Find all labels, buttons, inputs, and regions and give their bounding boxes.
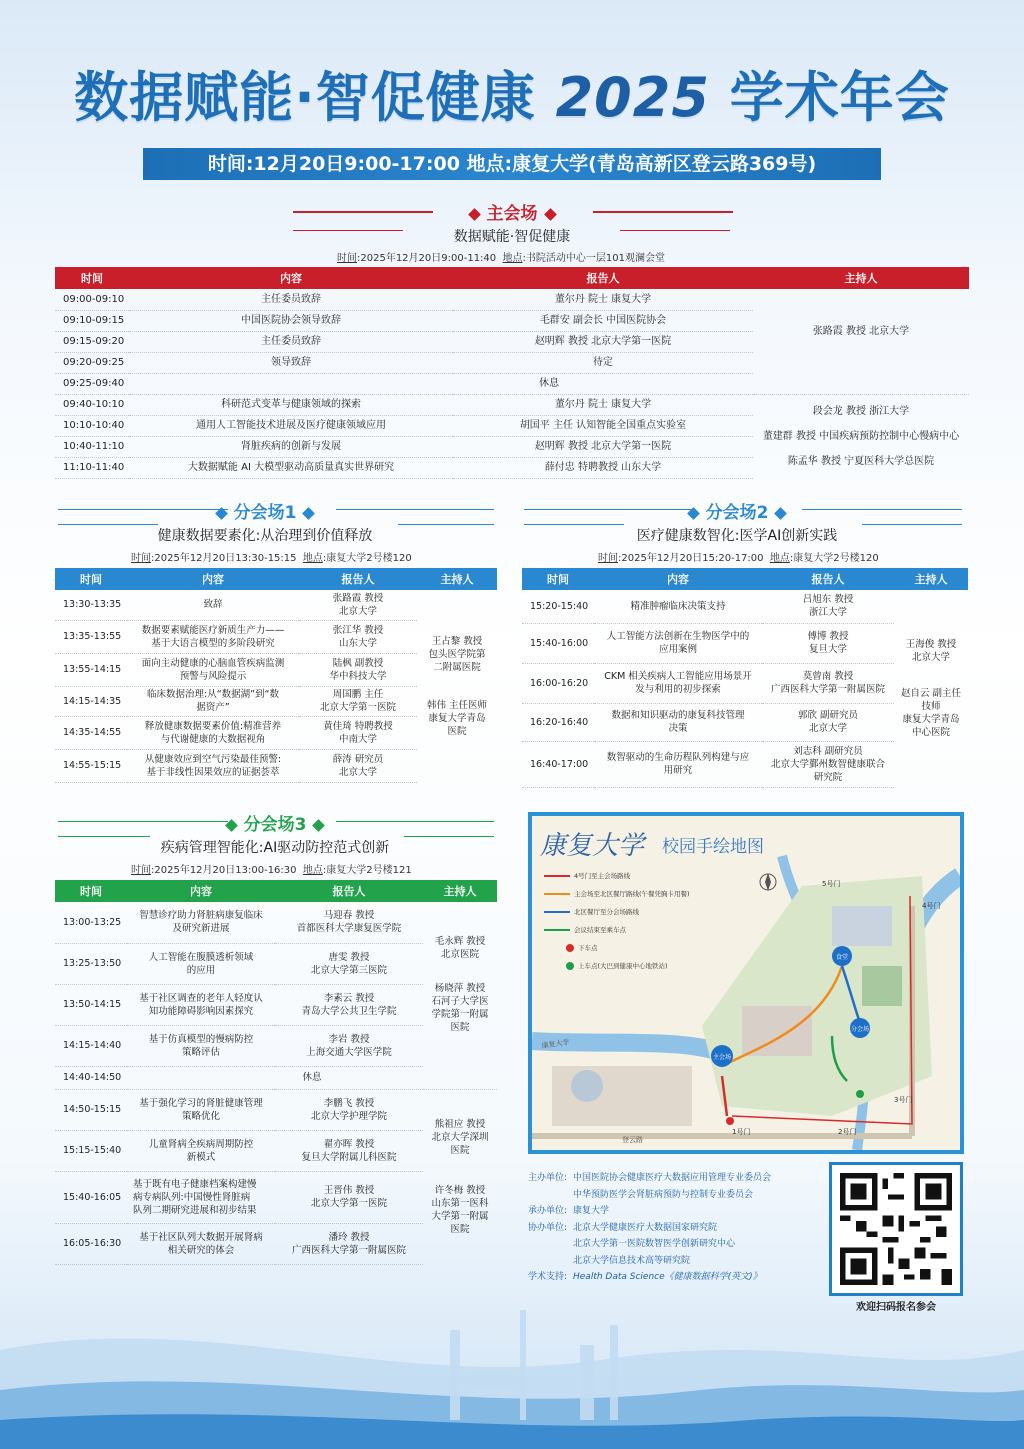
diamond-icon [313,819,326,832]
sub2-heading [622,498,852,545]
qr-caption: 欢迎扫码报名参会 [856,1302,936,1313]
row-time: 16:20-16:40 [522,703,594,741]
main-session-table [55,267,969,479]
sub3-line-right2 [404,836,494,837]
organizers [528,1170,771,1286]
row-content: 数据要素赋能医疗新质生产力—— 基于大语言模型的多阶段研究 [127,620,299,653]
undertake-org: 康复大学 [573,1206,610,1216]
table-row [55,394,969,415]
col-content: 内容 [129,267,453,289]
row-content: 主任委员致辞 [129,289,453,310]
col-speaker: 报告人 [299,568,417,590]
sub1-line-right2 [398,524,494,525]
bottom-wave-decoration [0,1290,1024,1449]
sub3-time: :2025年12月20日13:00-16:30 [151,865,297,876]
row-speaker: 赵明辉 教授 北京大学第一医院 [453,436,753,457]
diamond-icon [468,208,481,221]
diamond-icon [225,819,238,832]
sub3-heading [150,810,400,857]
gate-4: 4号门 [922,902,941,910]
table-row [55,902,497,943]
place-label: 地点 [769,553,790,564]
col-time: 时间 [522,568,594,590]
info-bar: 时间:12月20日9:00-17:00 地点:康复大学(青岛高新区登云路369号) [143,148,881,180]
row-time: 13:35-13:55 [55,620,127,653]
row-content: 数智驱动的生命历程队列构建与应 用研究 [594,741,762,787]
row-speaker: 王晋伟 教授 北京大学第一医院 [275,1171,423,1223]
col-host: 主持人 [423,880,497,902]
row-time: 14:15-14:40 [55,1025,127,1066]
row-time: 09:15-09:20 [55,331,129,352]
co-org-2: 北京大学第一医院数智医学创新研究中心 [573,1239,736,1249]
row-time: 15:15-15:40 [55,1130,127,1171]
row-time: 14:40-14:50 [55,1066,127,1089]
title-year: 2025 [555,66,710,129]
col-time: 时间 [55,568,127,590]
table-row [55,590,497,620]
row-speaker: 周国鹏 主任 北京大学第一医院 [299,686,417,716]
row-time: 13:30-13:35 [55,590,127,620]
col-content: 内容 [127,880,275,902]
col-content: 内容 [127,568,299,590]
sub2-line-right2 [862,524,962,525]
row-content: 人工智能在腹膜透析领域 的应用 [127,943,275,984]
sub1-time: :2025年12月20日13:30-15:15 [151,553,297,564]
sub2-table [522,568,968,788]
row-time: 14:55-15:15 [55,749,127,782]
support-org: Health Data Science《健康数据科学(英文)》 [573,1272,762,1282]
svg-text:食堂: 食堂 [835,954,849,961]
row-speaker: 马迎春 教授 首都医科大学康复医学院 [275,902,423,943]
host-org-2: 中华预防医学会肾脏病预防与控制专业委员会 [573,1189,754,1200]
host-2: 杨晓萍 教授 石河子大学医 学院第一附属 医院 [431,982,489,1033]
sub2-theme: 医疗健康数智化:医学AI创新实践 [636,528,838,544]
qr-code[interactable] [829,1162,963,1296]
pickup-pin-icon [856,1090,864,1098]
row-speaker: 李素云 教授 青岛大学公共卫生学院 [275,984,423,1025]
sub3-name: 分会场3 [243,815,307,835]
row-content: 大数据赋能 AI 大模型驱动高质量真实世界研究 [129,457,453,478]
row-content: 基于强化学习的肾脏健康管理 策略优化 [127,1089,275,1130]
sub3-hosts-a [423,902,497,1066]
row-content: 基于社区队列大数据开展肾病 相关研究的体会 [127,1223,275,1264]
row-speaker: 傅博 教授 复旦大学 [762,623,894,663]
row-content: 基于社区调查的老年人轻度认 知功能障碍影响因素探究 [127,984,275,1025]
campus-map [528,812,964,1154]
sub3-meta [131,861,412,876]
sub1-meta [131,549,412,564]
row-speaker: 唐雯 教授 北京大学第三医院 [275,943,423,984]
row-time: 09:40-10:10 [55,394,129,415]
row-content: 通用人工智能技术进展及医疗健康领域应用 [129,415,453,436]
col-time: 时间 [55,267,129,289]
row-speaker: 刘志科 副研究员 北京大学鄞州数智健康联合 研究院 [762,741,894,787]
table-row-break [55,373,969,394]
sub3-place: :康复大学2号楼121 [322,865,412,876]
gate-2: 2号门 [838,1128,857,1136]
row-speaker: 陆枫 副教授 华中科技大学 [299,653,417,686]
host-1: 王占黎 教授 包头医学院第 二附属医院 [428,635,486,673]
pin-canteen [832,946,852,966]
row-content: 面向主动健康的心脑血管疾病监测 预警与风险提示 [127,653,299,686]
row-time: 09:00-09:10 [55,289,129,310]
pin-sub-venue [850,1018,870,1038]
diamond-icon [303,507,316,520]
diamond-icon [775,507,788,520]
row-speaker: 黄佳琦 特聘教授 中南大学 [299,716,417,749]
sub1-heading [150,498,380,545]
row-content: 基于既有电子健康档案构建慢 病专病队列:中国慢性肾脏病 队列二期研究进展和初步结果 [127,1171,275,1223]
row-speaker: 莫曾南 教授 广西医科大学第一附属医院 [762,663,894,703]
row-speaker: 翟亦晖 教授 复旦大学附属儿科医院 [275,1130,423,1171]
sub3-hosts-b [423,1089,497,1264]
row-time: 11:10-11:40 [55,457,129,478]
row-speaker: 李岩 教授 上海交通大学医学院 [275,1025,423,1066]
row-time: 14:15-14:35 [55,686,127,716]
row-content: CKM 相关疾病人工智能应用场景开 发与利用的初步探索 [594,663,762,703]
row-time: 13:55-14:15 [55,653,127,686]
row-speaker: 薛付忠 特聘教授 山东大学 [453,457,753,478]
row-speaker: 董尔丹 院士 康复大学 [453,394,753,415]
row-speaker: 待定 [453,352,753,373]
row-content: 主任委员致辞 [129,331,453,352]
support-label: 学术支持: [528,1272,568,1282]
poster-title [0,55,1024,132]
map-title: 康复大学 [540,831,645,861]
col-host: 主持人 [894,568,968,590]
host-2: 韩伟 主任医师 康复大学青岛 医院 [426,699,488,737]
main-session-name: 主会场 [486,204,538,224]
row-content: 释放健康数据要素价值:精准营养 与代谢健康的大数据视角 [127,716,299,749]
pin-main-venue [711,1045,733,1067]
row-content: 数据和知识驱动的康复科技管理 决策 [594,703,762,741]
place-label: 地点 [502,253,523,264]
row-speaker: 吕旭东 教授 浙江大学 [762,590,894,623]
sub1-hosts [417,590,497,782]
gate-1: 1号门 [732,1128,751,1136]
sub1-line-left2 [58,524,158,525]
row-break: 休息 [127,1066,497,1089]
row-content: 基于仿真模型的慢病防控 策略评估 [127,1025,275,1066]
row-content: 从健康效应到空气污染最佳预警: 基于非线性因果效应的证据荟萃 [127,749,299,782]
diamond-icon [687,507,700,520]
co-org-label: 协办单位: [528,1222,568,1233]
host-org-label: 主办单位: [528,1173,568,1183]
row-speaker: 薛涛 研究员 北京大学 [299,749,417,782]
row-time: 13:50-14:15 [55,984,127,1025]
sub2-time: :2025年12月20日15:20-17:00 [618,553,764,564]
sub1-place: :康复大学2号楼120 [322,553,412,564]
table-row-break [55,1066,497,1089]
time-label: 时间 [131,865,151,876]
col-host: 主持人 [417,568,497,590]
svg-text:分会场: 分会场 [850,1026,870,1033]
row-content: 领导致辞 [129,352,453,373]
qr-code-icon [840,1173,952,1285]
row-content: 精准肿瘤临床决策支持 [594,590,762,623]
host-org-1: 中国医院协会健康医疗大数据应用管理专业委员会 [573,1173,772,1183]
row-speaker: 董尔丹 院士 康复大学 [453,289,753,310]
main-line-right2 [620,230,730,231]
row-time: 09:25-09:40 [55,373,129,394]
main-place: :书院活动中心一层101观澜会堂 [522,253,665,264]
svg-text:会议结束至乘车点: 会议结束至乘车点 [574,926,626,934]
sub2-line-left2 [524,524,624,525]
sub3-table [55,880,497,1265]
row-speaker: 李鹏飞 教授 北京大学护理学院 [275,1089,423,1130]
host-3: 熊祖应 教授 北京大学深圳 医院 [431,1118,489,1156]
row-speaker: 张江华 教授 山东大学 [299,620,417,653]
host-2: 段会龙 教授 浙江大学 [812,405,910,417]
row-content: 人工智能方法创新在生物医学中的 应用案例 [594,623,762,663]
place-label: 地点 [302,553,323,564]
row-time: 09:20-09:25 [55,352,129,373]
row-host: 张路霞 教授 北京大学 [812,325,910,337]
gate-5: 5号门 [822,880,841,888]
time-label: 时间 [337,253,357,264]
row-content: 临床数据治理:从“数据湖”到“数 据资产” [127,686,299,716]
col-speaker: 报告人 [762,568,894,590]
sub3-theme: 疾病管理智能化:AI驱动防控范式创新 [160,840,390,856]
row-speaker: 胡国平 主任 认知智能全国重点实验室 [453,415,753,436]
title-main: 数据赋能·智促健康 [74,66,536,129]
row-time: 16:40-17:00 [522,741,594,787]
row-time: 16:00-16:20 [522,663,594,703]
row-time: 14:35-14:55 [55,716,127,749]
diamond-icon [544,208,557,221]
dropoff-pin-icon [726,1117,734,1125]
col-time: 时间 [55,880,127,902]
host-4: 许冬梅 教授 山东第一医科 大学第一附属 医院 [431,1184,489,1235]
title-tail: 学术年会 [729,66,950,129]
row-time: 10:40-11:10 [55,436,129,457]
place-label: 地点 [302,865,323,876]
map-campus-label: 康复大学 [541,1038,571,1050]
host-3: 董建群 教授 中国疾病预防控制中心慢病中心 [762,430,960,442]
row-time: 09:10-09:15 [55,310,129,331]
sub2-hosts [894,590,968,787]
sub2-meta [598,549,879,564]
road-label: 登云路 [622,1136,643,1144]
row-break: 休息 [129,373,969,394]
undertake-label: 承办单位: [528,1206,568,1216]
time-label: 时间 [598,553,618,564]
row-time: 10:10-10:40 [55,415,129,436]
svg-text:主会场至北区餐厅路线(午餐凭胸卡用餐): 主会场至北区餐厅路线(午餐凭胸卡用餐) [574,890,690,898]
row-speaker: 张路霞 教授 北京大学 [299,590,417,620]
sub2-name: 分会场2 [705,503,769,523]
svg-text:4号门至主会场路线: 4号门至主会场路线 [574,872,631,880]
row-time: 15:40-16:05 [55,1171,127,1223]
gate-3: 3号门 [894,1096,913,1104]
main-time: :2025年12月20日9:00-11:40 [357,253,497,264]
svg-text:北区餐厅至分会场路线: 北区餐厅至分会场路线 [574,908,639,916]
row-time: 13:25-13:50 [55,943,127,984]
sub1-name: 分会场1 [233,503,297,523]
diamond-icon [215,507,228,520]
svg-text:上车点(大巴到健康中心地铁站): 上车点(大巴到健康中心地铁站) [578,962,668,970]
main-session-meta [337,249,665,264]
co-org-1: 北京大学健康医疗大数据国家研究院 [573,1222,718,1233]
host-4: 陈孟华 教授 宁夏医科大学总医院 [787,455,935,467]
main-line-left2 [293,230,403,231]
campus-map-drawing [532,816,960,1150]
host-1: 王海俊 教授 北京大学 [905,639,957,663]
host-1: 毛永辉 教授 北京医院 [434,935,486,960]
row-speaker: 赵明辉 教授 北京大学第一医院 [453,331,753,352]
table-row [55,1089,497,1130]
row-host-group [753,394,969,478]
main-session-heading [412,199,612,246]
host-2: 赵自云 副主任 技师 康复大学青岛 中心医院 [900,688,962,738]
map-subtitle: 校园手绘地图 [662,837,764,857]
main-session-theme: 数据赋能·智促健康 [453,229,571,245]
col-speaker: 报告人 [453,267,753,289]
table-row [55,289,969,310]
row-time: 14:50-15:15 [55,1089,127,1130]
row-time: 13:00-13:25 [55,902,127,943]
time-label: 时间 [131,553,151,564]
main-line-right [593,211,733,213]
row-time: 16:05-16:30 [55,1223,127,1264]
row-content: 智慧诊疗助力肾脏病康复临床 及研究新进展 [127,902,275,943]
row-content: 儿童肾病全疾病周期防控 新模式 [127,1130,275,1171]
co-org-3: 北京大学信息技术高等研究院 [573,1255,691,1266]
svg-text:主会场: 主会场 [712,1054,732,1061]
col-host: 主持人 [753,267,969,289]
sub3-line-left2 [58,836,150,837]
svg-text:下车点: 下车点 [578,944,598,952]
row-time: 15:20-15:40 [522,590,594,623]
row-speaker: 毛群安 副会长 中国医院协会 [453,310,753,331]
sub1-table [55,568,497,783]
col-content: 内容 [594,568,762,590]
row-content: 科研范式变革与健康领域的探索 [129,394,453,415]
row-speaker: 潘玲 教授 广西医科大学第一附属医院 [275,1223,423,1264]
row-content: 肾脏疾病的创新与发展 [129,436,453,457]
row-content: 中国医院协会领导致辞 [129,310,453,331]
row-time: 15:40-16:00 [522,623,594,663]
table-row [522,590,968,623]
row-content: 致辞 [127,590,299,620]
col-speaker: 报告人 [275,880,423,902]
sub1-theme: 健康数据要素化:从治理到价值释放 [157,528,373,544]
sub2-place: :康复大学2号楼120 [789,553,879,564]
row-speaker: 郭欣 副研究员 北京大学 [762,703,894,741]
